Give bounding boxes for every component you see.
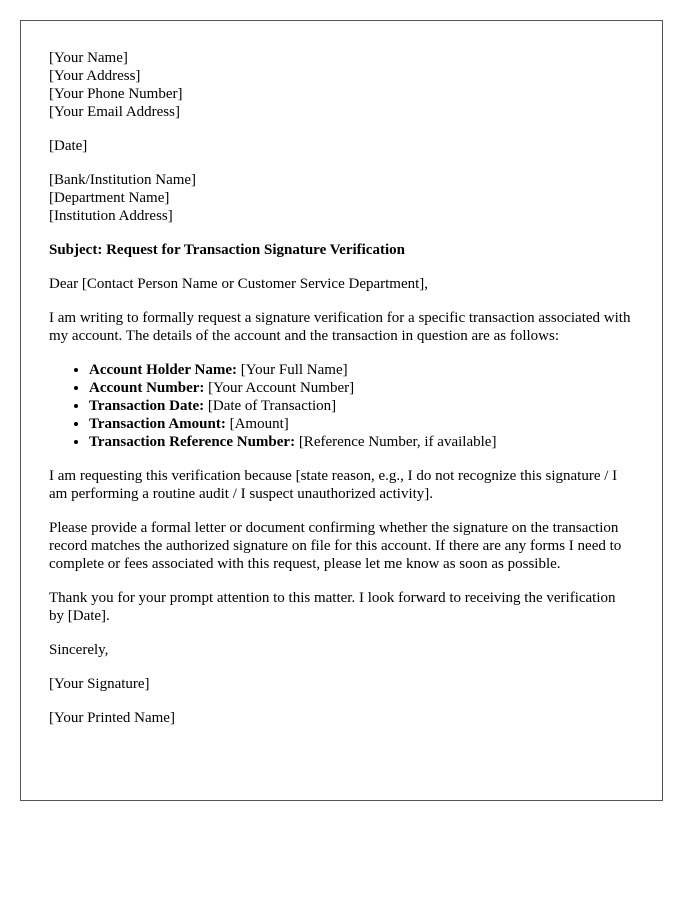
- request-paragraph: Please provide a formal letter or document confirming whether the signature on the transaction record matches the authorized signature on file for this account. If there are any forms I need to complete or fees associated with this request, please let me know as soon as possible.: [49, 520, 622, 572]
- detail-value: [Your Full Name]: [237, 362, 348, 378]
- intro-paragraph: I am writing to formally request a signature verification for a specific transaction associated with my account. The details of the account and the transaction in question are as follows:: [49, 310, 631, 344]
- detail-value: [Date of Transaction]: [204, 398, 337, 414]
- sender-phone: [Your Phone Number]: [49, 86, 183, 102]
- detail-item: [89, 379, 634, 397]
- recipient-address: [Institution Address]: [49, 208, 173, 224]
- recipient-block: [49, 171, 634, 225]
- signature-placeholder: [Your Signature]: [49, 676, 150, 692]
- detail-label: Transaction Date:: [89, 398, 205, 414]
- transaction-details-list: [49, 361, 634, 451]
- detail-label: Account Number:: [89, 380, 205, 396]
- detail-item: [89, 433, 634, 451]
- recipient-institution: [Bank/Institution Name]: [49, 172, 197, 188]
- detail-label: Transaction Reference Number:: [89, 434, 296, 450]
- detail-value: [Reference Number, if available]: [295, 434, 497, 450]
- subject-text: Subject: Request for Transaction Signature Verification: [49, 242, 405, 258]
- detail-value: [Your Account Number]: [204, 380, 355, 396]
- closing: Sincerely,: [49, 642, 109, 658]
- letter: [20, 20, 663, 801]
- letter-date: [Date]: [49, 138, 88, 154]
- sender-address: [Your Address]: [49, 68, 141, 84]
- detail-label: Transaction Amount:: [89, 416, 226, 432]
- sender-block: [49, 49, 634, 121]
- thanks-paragraph: Thank you for your prompt attention to this matter. I look forward to receiving the verification by [Date].: [49, 590, 616, 624]
- detail-value: [Amount]: [225, 416, 289, 432]
- recipient-department: [Department Name]: [49, 190, 170, 206]
- detail-item: [89, 397, 634, 415]
- sender-name: [Your Name]: [49, 50, 128, 66]
- detail-item: [89, 415, 634, 433]
- detail-label: Account Holder Name:: [89, 362, 238, 378]
- sender-email: [Your Email Address]: [49, 104, 180, 120]
- salutation: Dear [Contact Person Name or Customer Service Department],: [49, 276, 429, 292]
- printed-name: [Your Printed Name]: [49, 710, 175, 726]
- subject-line: [49, 241, 634, 259]
- reason-paragraph: I am requesting this verification because [state reason, e.g., I do not recognize this signature / I am performing a routine audit / I suspect unauthorized activity].: [49, 468, 618, 502]
- detail-item: [89, 361, 634, 379]
